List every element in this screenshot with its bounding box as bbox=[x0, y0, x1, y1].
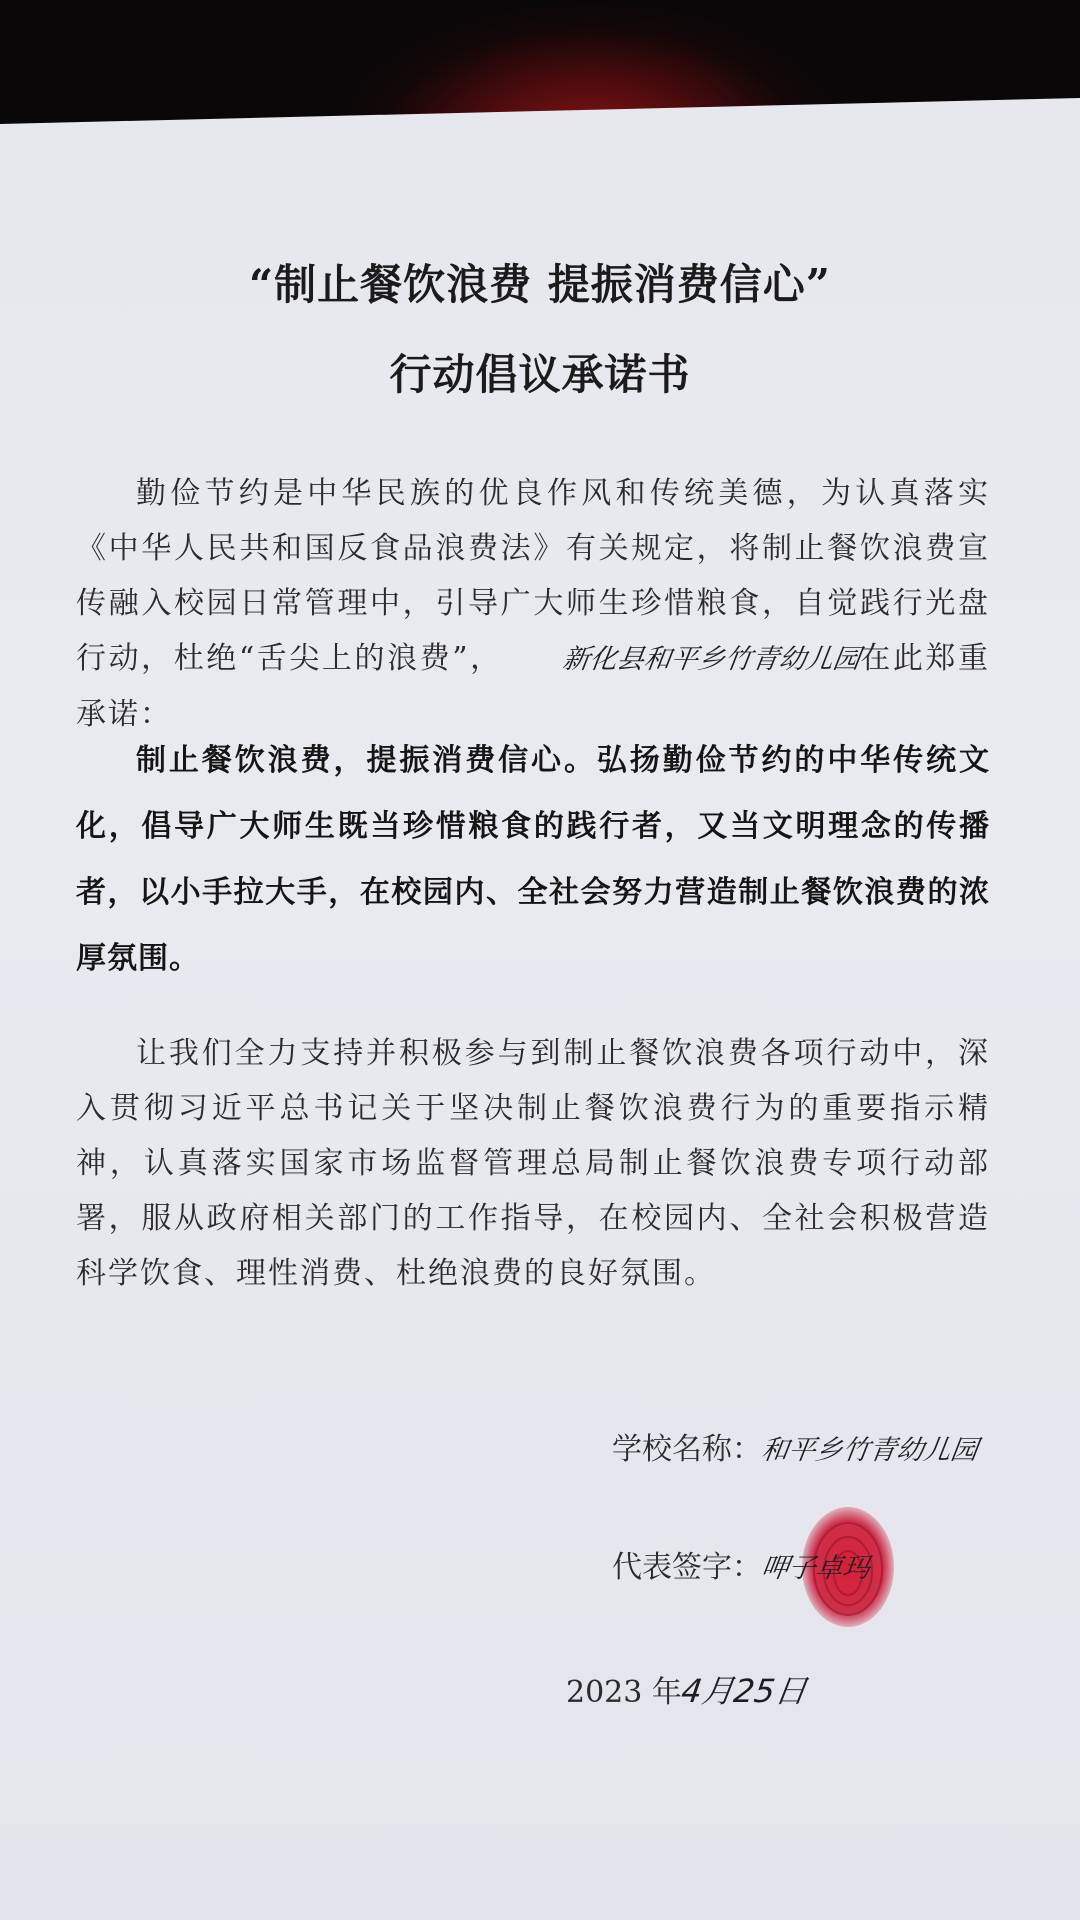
intro-suffix: 在此郑重承诺： bbox=[76, 641, 990, 732]
paragraph-pledge-bold: 制止餐饮浪费，提振消费信心。弘扬勤俭节约的中华传统文化，倡导广大师生既当珍惜粮食的践行者，又当文明理念的传播者，以小手拉大手，在校园内、全社会努力营造制止餐饮浪费的浓厚氛围。 bbox=[76, 743, 990, 976]
handwritten-kindergarten-name: 新化县和平乡竹青幼儿园 bbox=[560, 644, 862, 675]
paragraph-intro bbox=[76, 466, 990, 742]
signer-signature: 呷子卓玛 bbox=[759, 1553, 872, 1584]
signer-line bbox=[612, 1542, 870, 1586]
intro-text: 勤俭节约是中华民族的优良作风和传统美德，为认真落实《中华人民共和国反食品浪费法》有关规定，将制止餐饮浪费宣传融入校园日常管理中，引导广大师生珍惜粮食，自觉践行光盘行动，杜绝“舌尖上的浪费”， bbox=[76, 476, 990, 676]
school-name-handwritten: 和平乡竹青幼儿园 bbox=[759, 1435, 980, 1466]
date-line bbox=[566, 1666, 810, 1712]
school-label: 学校名称： bbox=[612, 1432, 762, 1467]
paragraph-call-to-action: 让我们全力支持并积极参与到制止餐饮浪费各项行动中，深入贯彻习近平总书记关于坚决制止餐饮浪费行为的重要指示精神，认真落实国家市场监督管理总局制止餐饮浪费专项行动部署，服从政府相关部门的工作指导，在校园内、全社会积极营造科学饮食、理性消费、杜绝浪费的良好氛围。 bbox=[76, 1036, 990, 1291]
date-year: 2023 bbox=[566, 1675, 643, 1710]
document-title-line2: 行动倡议承诺书 bbox=[389, 350, 691, 399]
school-name-line bbox=[612, 1424, 978, 1468]
document-title-line1: “制止餐饮浪费 提振消费信心” bbox=[249, 260, 831, 309]
date-handwritten: 4月25日 bbox=[678, 1672, 810, 1710]
signer-label: 代表签字： bbox=[612, 1550, 762, 1585]
date-year-suffix: 年 bbox=[642, 1675, 682, 1710]
